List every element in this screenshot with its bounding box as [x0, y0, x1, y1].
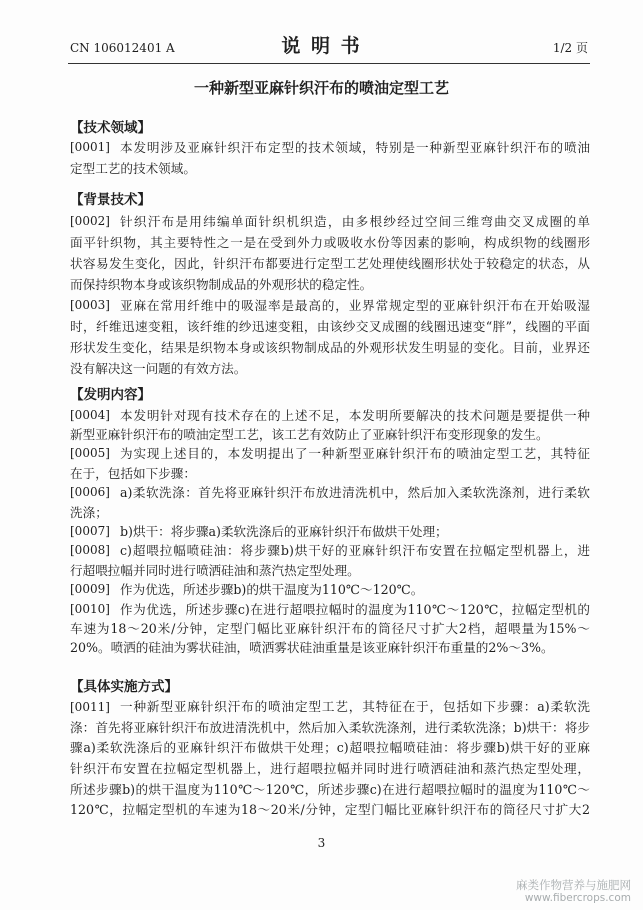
paragraph-text-line: 本发明针对现有技术存在的上述不足，本发明所要解决的技术问题是要提供一种 — [120, 407, 590, 423]
paragraph-0005 — [70, 444, 590, 463]
paragraph-number: [0008] — [70, 543, 110, 558]
header-divider — [68, 63, 590, 64]
paragraph-text-line: 状容易发生变化，因此，针织汗布都要进行定型工艺处理使线圈形状处于较稳定的状态，从 — [70, 255, 590, 271]
paragraph-text-line: a)柔软洗涤：首先将亚麻针织汗布放进清洗机中，然后加入柔软洗涤剂，进行柔软 — [120, 485, 590, 501]
paragraph-text-line: 车速为18～20米/分钟，定型门幅比亚麻针织汗布的筒径尺寸扩大2档，超喂量为15%～ — [70, 620, 590, 636]
paragraph-0009 — [70, 580, 590, 599]
paragraph-text-line: 所述步骤b)的烘干温度为110℃～120℃，所述步骤c)在进行超喂拉幅时的温度为110℃～ — [70, 781, 590, 797]
paragraph-0008 — [70, 541, 590, 560]
page-count: 1/2 页 — [552, 41, 588, 55]
paragraph-0010 — [70, 600, 590, 619]
paragraph-text-line: 120℃，拉幅定型机的车速为18～20米/分钟，定型门幅比亚麻针织汗布的筒径尺寸扩大2 — [70, 802, 590, 818]
section-embodiments — [70, 677, 590, 821]
paragraph-text-line: 作为优选，所述步骤c)在进行超喂拉幅时的温度为110℃～120℃，拉幅定型机的 — [120, 601, 590, 617]
paragraph-text-line: b)烘干：将步骤a)柔软洗涤后的亚麻针织汗布做烘干处理； — [120, 524, 448, 540]
paragraph-text-line: 在于，包括如下步骤： — [70, 465, 196, 481]
paragraph-text-line: 针织汗布安置在拉幅定型机器上，进行超喂拉幅并同时进行喷洒硅油和蒸汽热定型处理， — [70, 761, 590, 777]
publication-number: CN 106012401 A — [70, 41, 175, 55]
watermark-url: www.fibercrops.com — [524, 892, 631, 904]
invention-title: 一种新型亚麻针织汗布的喷油定型工艺 — [193, 79, 449, 97]
paragraph-0004 — [70, 406, 590, 425]
paragraph-text-line: 时，纤维迅速变粗，该纤维的纱迅速变粗，由该纱交叉成圈的线圈迅速变“胖”，线圈的平面 — [70, 319, 590, 335]
paragraph-0011 — [70, 697, 590, 718]
paragraph-text-line: 面平针织物，其主要特性之一是在受到外力或吸收水份等因素的影响，构成织物的线圈形 — [70, 234, 590, 250]
section-heading: 【具体实施方式】 — [70, 678, 178, 695]
paragraph-number: [0001] — [70, 139, 110, 154]
section-summary — [70, 386, 590, 657]
paragraph-text-line: 洗涤； — [70, 504, 108, 520]
paragraph-number: [0009] — [70, 582, 110, 597]
paragraph-0007 — [70, 522, 590, 541]
paragraph-number: [0011] — [70, 700, 110, 715]
paragraph-text-line: c)超喂拉幅喷硅油：将步骤b)烘干好的亚麻针织汗布安置在拉幅定型机器上，进 — [120, 543, 590, 559]
paragraph-number: [0003] — [70, 297, 110, 312]
paragraph-text-line: 行超喂拉幅并同时进行喷洒硅油和蒸汽热定型处理。 — [70, 562, 360, 578]
paragraph-number: [0007] — [70, 524, 110, 539]
paragraph-number: [0010] — [70, 601, 110, 616]
paragraph-text-line: 而保持织物本身或该织物制成品的外观形状的稳定性。 — [70, 276, 373, 292]
section-heading: 【技术领域】 — [70, 119, 151, 136]
paragraph-0003 — [70, 295, 590, 316]
paragraph-0006 — [70, 483, 590, 502]
document-type-title: 说 明 书 — [281, 35, 362, 57]
watermark-site-name: 麻类作物营养与施肥网 — [516, 878, 631, 892]
paragraph-text-line: 作为优选，所述步骤b)的烘干温度为110℃～120℃。 — [120, 582, 424, 598]
paragraph-text-line: 本发明涉及亚麻针织汗布定型的技术领域，特别是一种新型亚麻针织汗布的喷油 — [120, 139, 590, 155]
paragraph-text-line: 没有解决这一问题的有效方法。 — [70, 361, 247, 377]
page-number: 3 — [317, 836, 326, 850]
paragraph-number: [0004] — [70, 407, 110, 422]
paragraph-number: [0002] — [70, 213, 110, 228]
paragraph-text-line: 骤a)柔软洗涤后的亚麻针织汗布做烘干处理；c)超喂拉幅喷硅油：将步骤b)烘干好的亚麻 — [70, 740, 590, 756]
section-background — [70, 190, 590, 380]
paragraph-text-line: 针织汗布是用纬编单面针织机织造，由多根纱经过空间三维弯曲交叉成圈的单 — [120, 213, 590, 229]
paragraph-text-line: 新型亚麻针织汗布的喷油定型工艺，该工艺有效防止了亚麻针织汗布变形现象的发生。 — [70, 427, 549, 443]
paragraph-number: [0006] — [70, 485, 110, 500]
paragraph-text-line: 涤：首先将亚麻针织汗布放进清洗机中，然后加入柔软洗涤剂，进行柔软洗涤；b)烘干：将步 — [70, 719, 590, 735]
paragraph-text-line: 20%。喷洒的硅油为雾状硅油，喷洒雾状硅油重量是该亚麻针织汗布重量的2%～3%。 — [70, 640, 554, 656]
paragraph-0001 — [70, 137, 590, 158]
paragraph-text-line: 形状发生变化，结果是织物本身或该织物制成品的外观形状发生明显的变化。目前，业界还 — [70, 340, 590, 356]
section-heading: 【发明内容】 — [70, 387, 151, 404]
section-heading: 【背景技术】 — [70, 191, 151, 208]
paragraph-text-line: 为实现上述目的，本发明提出了一种新型亚麻针织汗布的喷油定型工艺，其特征 — [120, 446, 590, 462]
paragraph-0002 — [70, 211, 590, 232]
section-technical-field — [70, 120, 590, 179]
paragraph-text-line: 亚麻在常用纤维中的吸湿率是最高的，业界常规定型的亚麻针织汗布在开始吸湿 — [120, 297, 590, 313]
paragraph-number: [0005] — [70, 446, 110, 461]
paragraph-text-line: 一种新型亚麻针织汗布的喷油定型工艺，其特征在于，包括如下步骤：a)柔软洗 — [120, 699, 590, 715]
paragraph-text-line: 定型工艺的技术领域。 — [70, 160, 196, 176]
site-watermark — [511, 878, 631, 905]
